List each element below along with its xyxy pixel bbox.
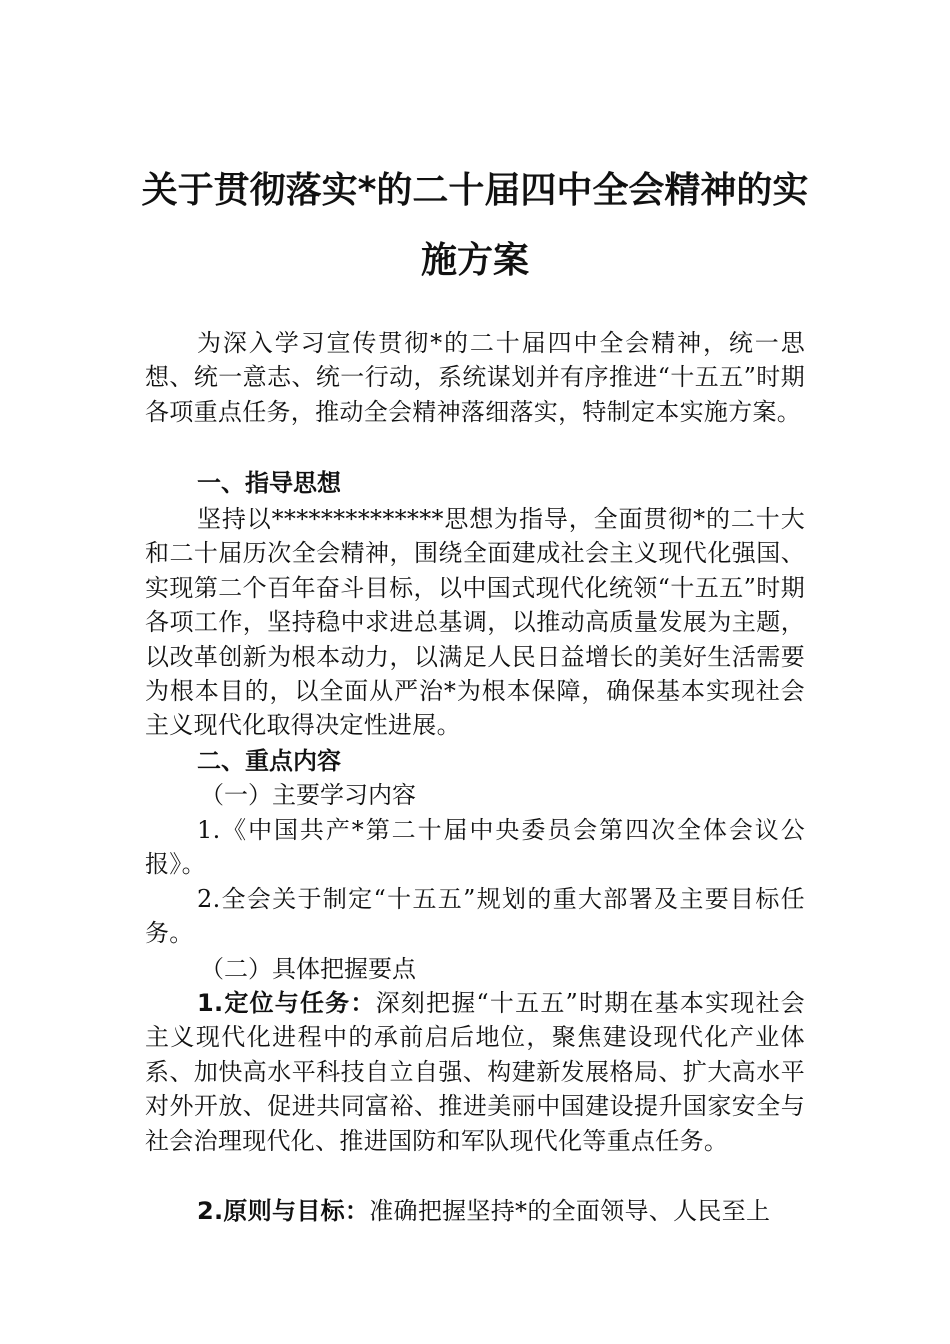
key-point-1-text: 深刻把握“十五五”时期在基本实现社会主义现代化进程中的承前启后地位，聚焦建设现代化产业体系、加快高水平科技自立自强、构建新发展格局、扩大高水平对外开放、促进共同富裕、推进美丽中国建设提升国家安全与社会治理现代化、推进国防和军队现代化等重点任务。 (145, 989, 805, 1155)
key-point-2-label: 2.原则与目标： (197, 1197, 370, 1225)
guiding-thought-paragraph: 坚持以**************思想为指导，全面贯彻*的二十大和二十届历次全会精神，围绕全面建成社会主义现代化强国、实现第二个百年奋斗目标，以中国式现代化统领“十五五”时期各项工作，坚持稳中求进总基调，以推动高质量发展为主题，以改革创新为根本动力，以满足人民日益增长的美好生活需要为根本目的，以全面从严治*为根本保障，确保基本实现社会主义现代化取得决定性进展。 (145, 505, 805, 740)
key-point-2 (145, 1194, 805, 1228)
subsection-heading-study-content: （一）主要学习内容 (200, 781, 416, 809)
section-heading-key-content: 二、重点内容 (197, 747, 341, 775)
key-point-1 (145, 986, 805, 1158)
intro-paragraph: 为深入学习宣传贯彻*的二十届四中全会精神，统一思想、统一意志、统一行动，系统谋划并有序推进“十五五”时期各项重点任务，推动全会精神落细落实，特制定本实施方案。 (145, 329, 805, 426)
subsection-heading-key-points: （二）具体把握要点 (200, 955, 416, 983)
study-item-2: 2.全会关于制定“十五五”规划的重大部署及主要目标任务。 (145, 885, 805, 948)
study-item-1: 1.《中国共产*第二十届中央委员会第四次全体会议公报》。 (145, 816, 805, 879)
key-point-1-label: 1.定位与任务： (197, 989, 376, 1017)
section-heading-guiding-thought: 一、指导思想 (197, 469, 341, 497)
document-title-line1: 关于贯彻落实*的二十届四中全会精神的实 (141, 170, 809, 211)
key-point-2-text: 准确把握坚持*的全面领导、人民至上 (369, 1197, 771, 1225)
document-title-line2: 施方案 (420, 240, 529, 281)
